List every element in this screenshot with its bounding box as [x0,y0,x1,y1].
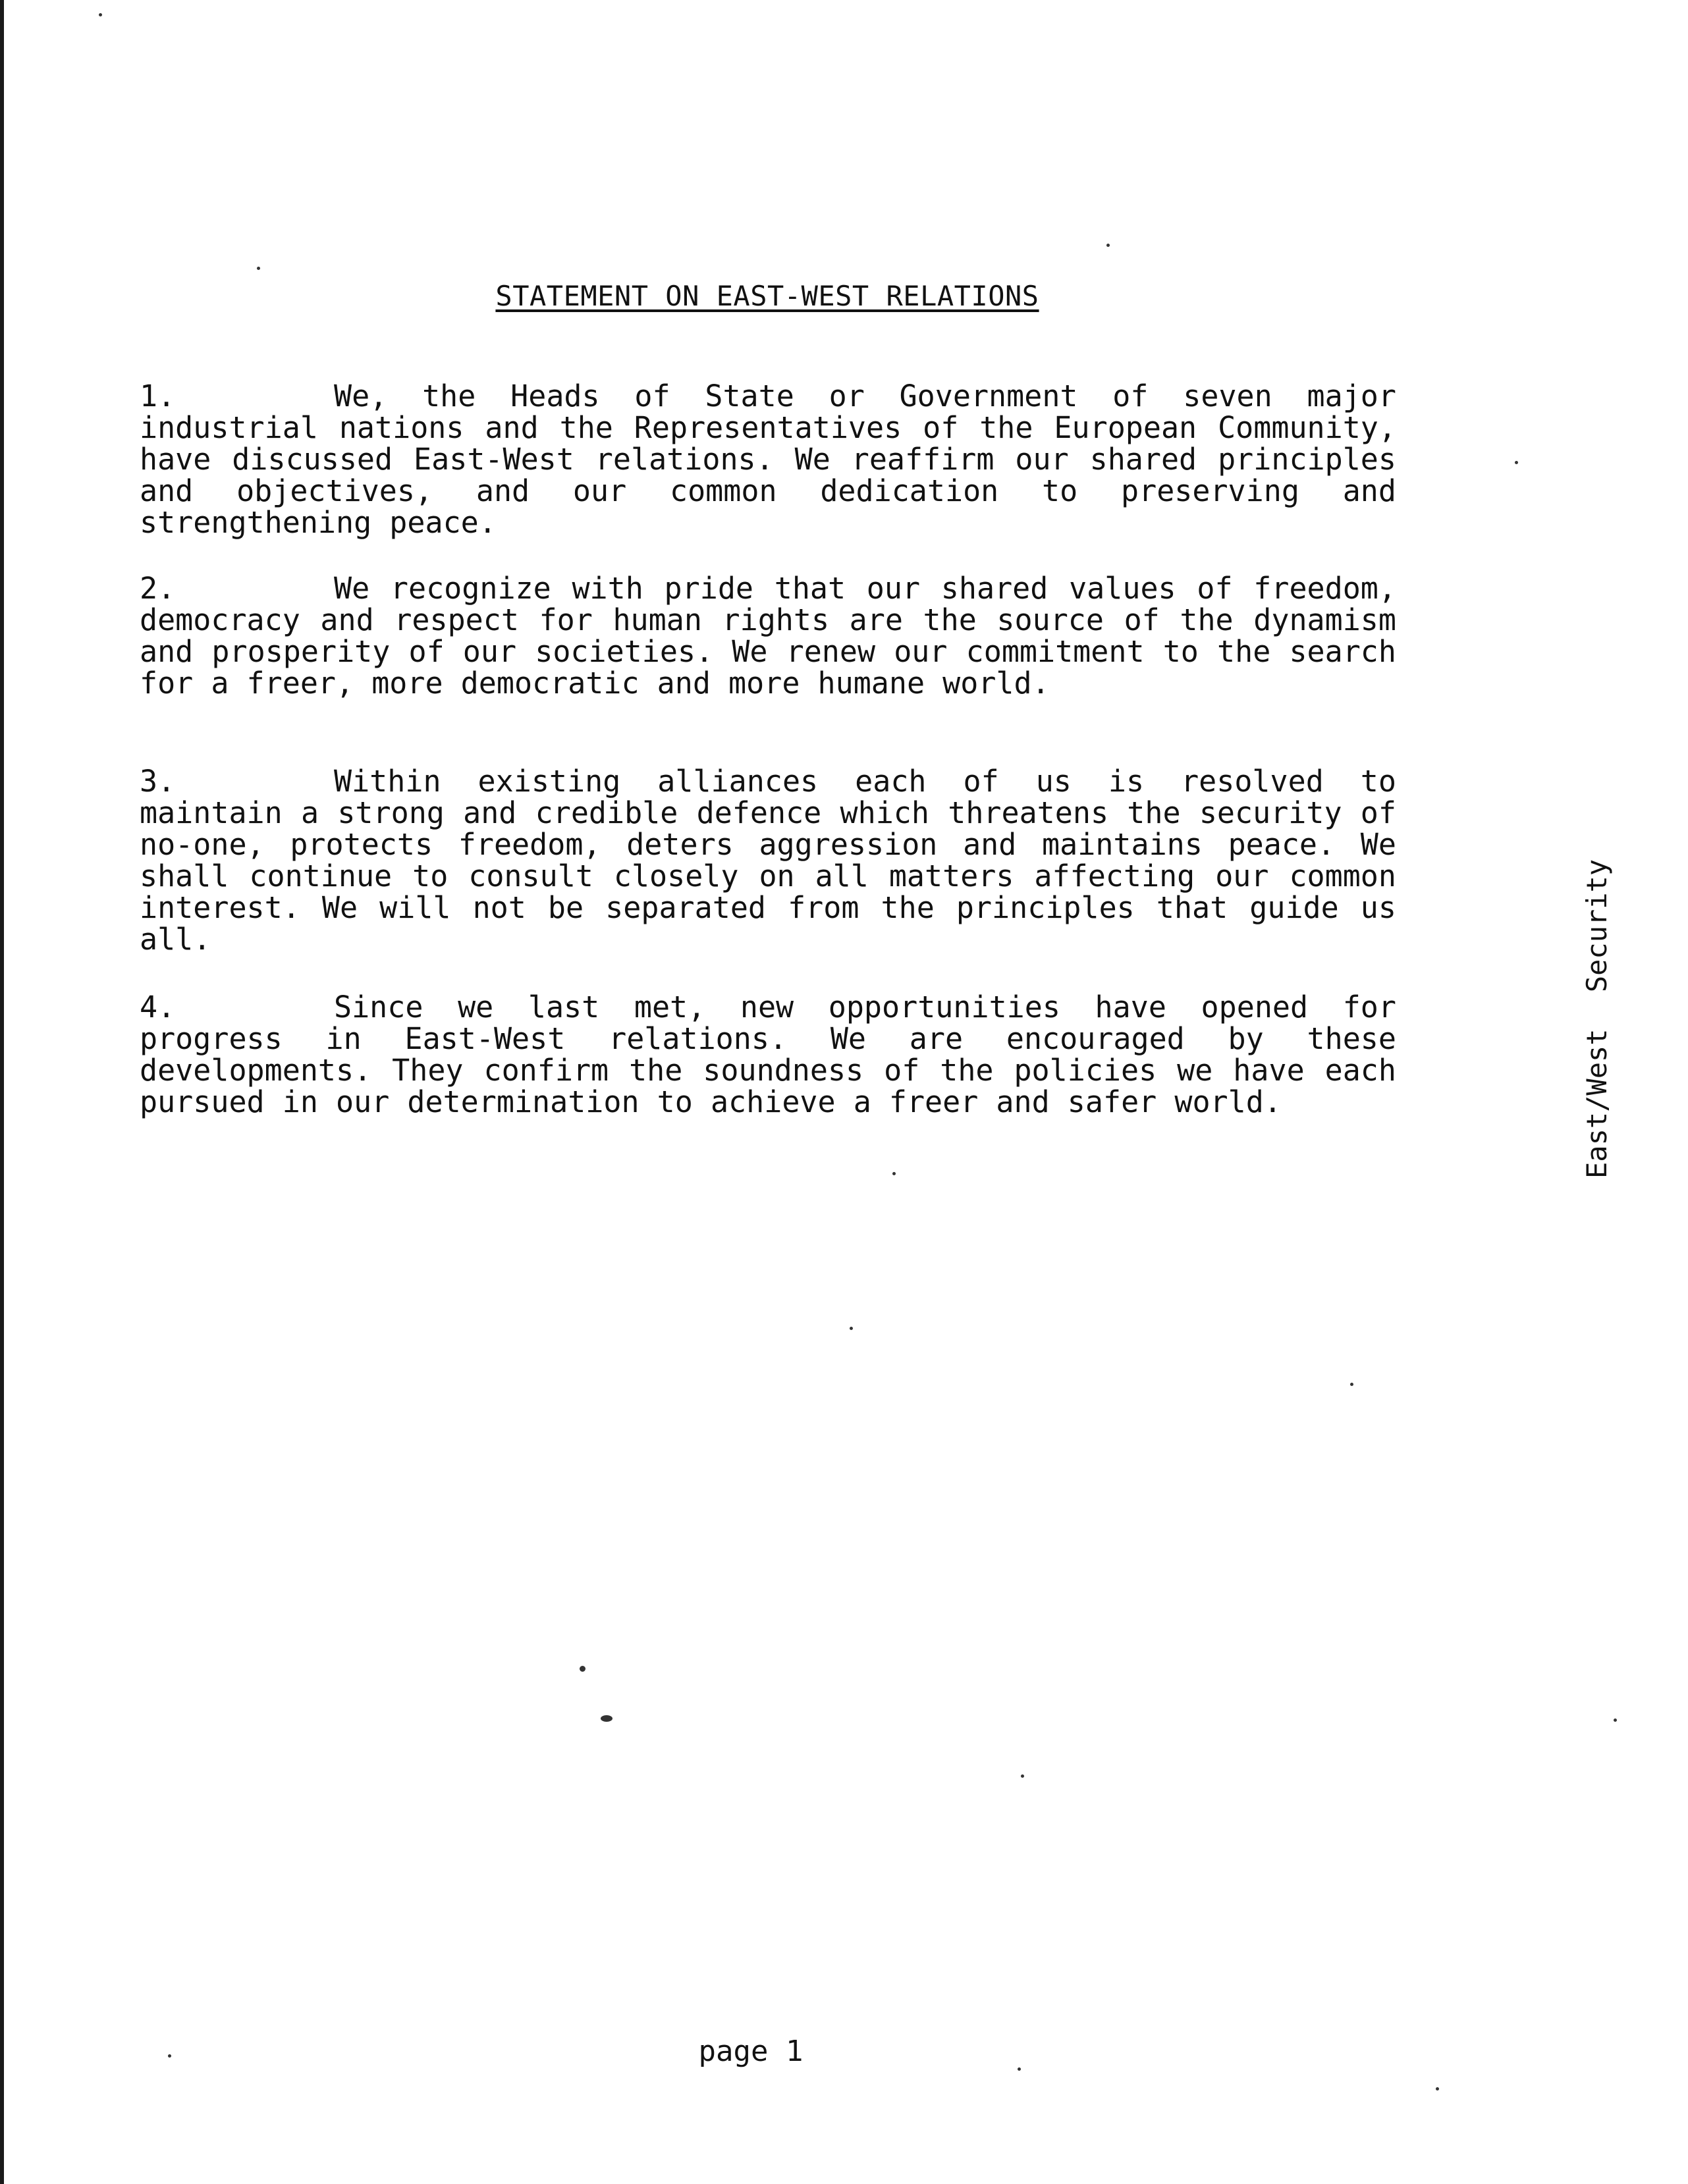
paragraph-number: 1. [140,379,176,413]
scan-speck [1106,244,1110,247]
paragraph-number: 2. [140,571,176,606]
scan-speck [99,13,102,16]
scan-speck [1515,461,1518,464]
scan-speck [1018,2067,1021,2071]
binding-edge [0,0,4,2184]
scan-speck [257,267,260,270]
scan-speck [168,2054,171,2058]
paragraph-1 [140,381,1396,539]
page-number: page 1 [698,2035,803,2068]
scan-speck [850,1327,853,1330]
scan-speck [1021,1774,1024,1778]
scan-speck [580,1666,585,1672]
document-title: STATEMENT ON EAST-WEST RELATIONS [495,280,1039,312]
paragraph-number: 3. [140,764,176,799]
scan-speck [1614,1718,1617,1722]
scan-speck [1350,1383,1353,1386]
paragraph-text: Within existing alliances each of us is resolved to maintain a strong and credible defence which threatens the security of no-one, protects freedom, deters aggression and maintains peace. We shall continue to consult closely on all matters affecting our common interest. We will not be separated from the principles that guide us all. [140,764,1396,957]
scan-speck [1436,2087,1439,2091]
paragraph-3 [140,766,1396,955]
paragraph-2 [140,573,1396,699]
paragraph-number: 4. [140,990,176,1025]
paragraph-text: We recognize with pride that our shared values of freedom, democracy and respect for human rights are the source of the dynamism and prosperity of our societies. We renew our commitment to the search for a freer, more democratic and more humane world. [140,571,1396,701]
paragraph-text: We, the Heads of State or Government of seven major industrial nations and the Representatives of the European Community, have discussed East-West relations. We reaffirm our shared principles and objectives, and our common dedication to preserving and strengthening peace. [140,379,1396,540]
scan-speck [601,1715,613,1722]
scan-speck [892,1172,896,1175]
paragraph-text: Since we last met, new opportunities have opened for progress in East-West relations. We are encouraged by these developments. They confirm the soundness of the policies we have each pursued in our determination to achieve a freer and safer world. [140,990,1396,1119]
paragraph-4 [140,992,1396,1118]
margin-note: East/West Security [1581,859,1613,1179]
